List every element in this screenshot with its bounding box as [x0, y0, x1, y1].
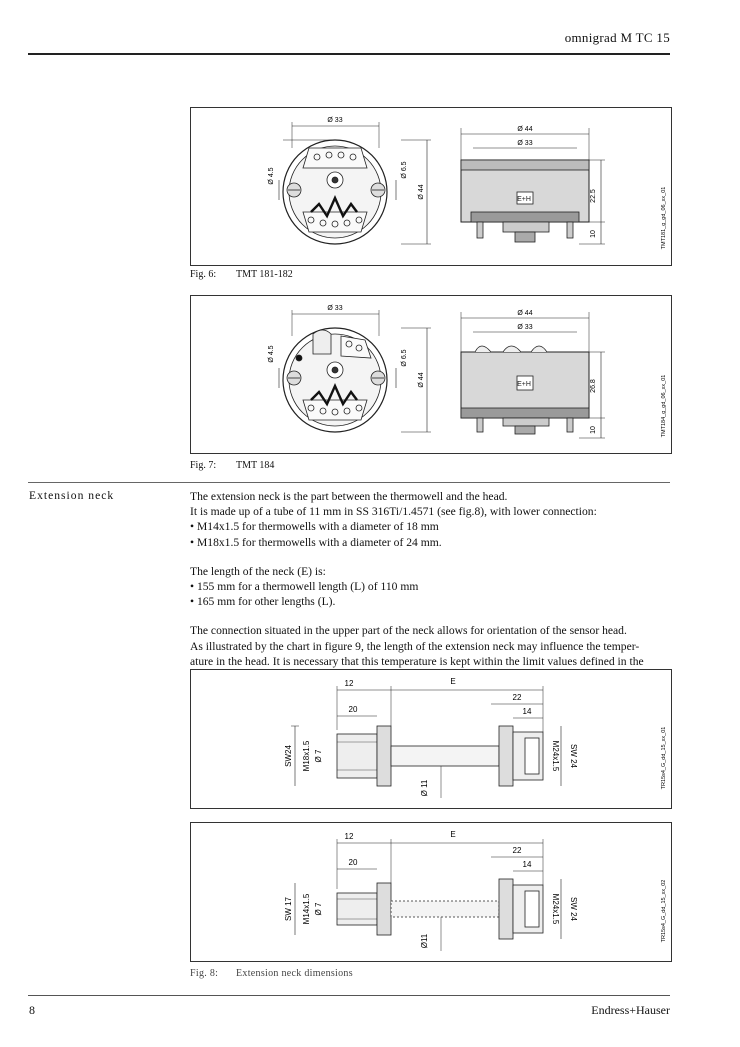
side-ref: TR15s4_G_dd_15_xx_02	[661, 879, 667, 943]
dim-m14: M14x1.5	[302, 893, 311, 925]
figure-8-caption: Fig. 8: Extension neck dimensions	[190, 968, 353, 979]
dim-d45: Ø 4.5	[268, 345, 275, 363]
dim-22: 22	[512, 846, 522, 855]
side-ref: TR15s4_G_dd_15_xx_01	[661, 726, 667, 790]
side-ref: TMT184_g_gd_06_xx_01	[661, 374, 667, 438]
dim-m18: M18x1.5	[302, 740, 311, 772]
figure-7-box	[190, 295, 672, 454]
dim-d7: Ø 7	[314, 902, 323, 916]
figure-8b-drawing	[191, 823, 671, 961]
header-title: omnigrad M TC 15	[564, 30, 670, 45]
dim-d44-top: Ø 44	[517, 310, 533, 317]
bullet-item: • M18x1.5 for thermowells with a diameter of 24 mm.	[190, 535, 442, 549]
dim-20: 20	[348, 705, 358, 714]
figure-8a-drawing	[191, 670, 671, 808]
dim-12: 12	[344, 679, 354, 688]
dim-height: 22.5	[590, 189, 597, 203]
bullet-item: • 165 mm for other lengths (L).	[190, 595, 336, 609]
paragraph-1-line-2: It is made up of a tube of 11 mm in SS 316Ti/1.4571 (see fig.8), with lower connection:	[190, 505, 597, 519]
figure-6-caption: Fig. 6: TMT 181-182	[190, 269, 293, 280]
dim-d44-top: Ø 44	[517, 126, 533, 133]
dim-d33-top: Ø 33	[517, 324, 533, 331]
side-ref: TMT181_g_gd_06_xx_01	[661, 186, 667, 250]
page-number: 8	[29, 1003, 35, 1017]
dim-d44: Ø 44	[418, 372, 425, 388]
svg-text:E+H: E+H	[517, 381, 531, 388]
dim-20: 20	[348, 858, 358, 867]
dim-height: 26.8	[590, 379, 597, 393]
svg-text:E+H: E+H	[517, 196, 531, 203]
paragraph-3-line: The connection situated in the upper part of the neck allows for orientation of the sensor head.	[190, 624, 627, 638]
dim-d33-top: Ø 33	[517, 140, 533, 147]
figure-7-drawing	[191, 296, 671, 453]
figure-7-caption: Fig. 7: TMT 184	[190, 460, 275, 471]
dim-e: E	[450, 677, 456, 686]
dim-22: 22	[512, 693, 522, 702]
footer-rule	[28, 995, 670, 996]
dim-14: 14	[522, 707, 532, 716]
dim-d7: Ø 7	[314, 749, 323, 763]
dim-d11: Ø11	[420, 933, 429, 949]
paragraph-1-line-1: The extension neck is the part between the thermowell and the head.	[190, 490, 508, 503]
figure-6-box	[190, 107, 672, 266]
dim-sw17: SW 17	[284, 896, 293, 922]
dim-d33: Ø 33	[327, 117, 343, 124]
dim-14: 14	[522, 860, 532, 869]
dim-sw24-left: SW24	[284, 745, 293, 767]
dim-e: E	[450, 830, 456, 839]
header-rule	[28, 53, 670, 55]
dim-h10: 10	[590, 230, 597, 238]
dim-m24: M24x1.5	[551, 893, 560, 925]
paragraph-2: The length of the neck (E) is:	[190, 564, 326, 578]
dim-d33: Ø 33	[327, 305, 343, 312]
section-heading: Extension neck	[29, 489, 115, 502]
dim-d45: Ø 4.5	[268, 167, 275, 185]
figure-8a-box	[190, 669, 672, 809]
paragraph-3-line: As illustrated by the chart in figure 9, the length of the extension neck may influence the temper-	[190, 639, 640, 653]
bullet-item: • M14x1.5 for thermowells with a diameter of 18 mm	[190, 520, 439, 534]
dim-d11: Ø 11	[420, 779, 429, 797]
dim-h10: 10	[590, 426, 597, 434]
figure-6-drawing	[191, 108, 671, 265]
dim-sw24-right: SW 24	[569, 896, 578, 922]
dim-d65: Ø 6.5	[401, 161, 408, 179]
footer-brand: Endress+Hauser	[591, 1003, 670, 1017]
section-body	[190, 489, 670, 684]
dim-sw24-right: SW 24	[569, 743, 578, 769]
dim-d65: Ø 6.5	[401, 349, 408, 367]
paragraph-3-line: ature in the head. It is necessary that this temperature is kept within the limit values defined in the	[190, 654, 644, 668]
dim-m24: M24x1.5	[551, 740, 560, 772]
figure-8b-box	[190, 822, 672, 962]
bullet-item: • 155 mm for a thermowell length (L) of 110 mm	[190, 580, 419, 594]
section-rule	[28, 482, 670, 483]
dim-d44: Ø 44	[418, 184, 425, 200]
dim-12: 12	[344, 832, 354, 841]
